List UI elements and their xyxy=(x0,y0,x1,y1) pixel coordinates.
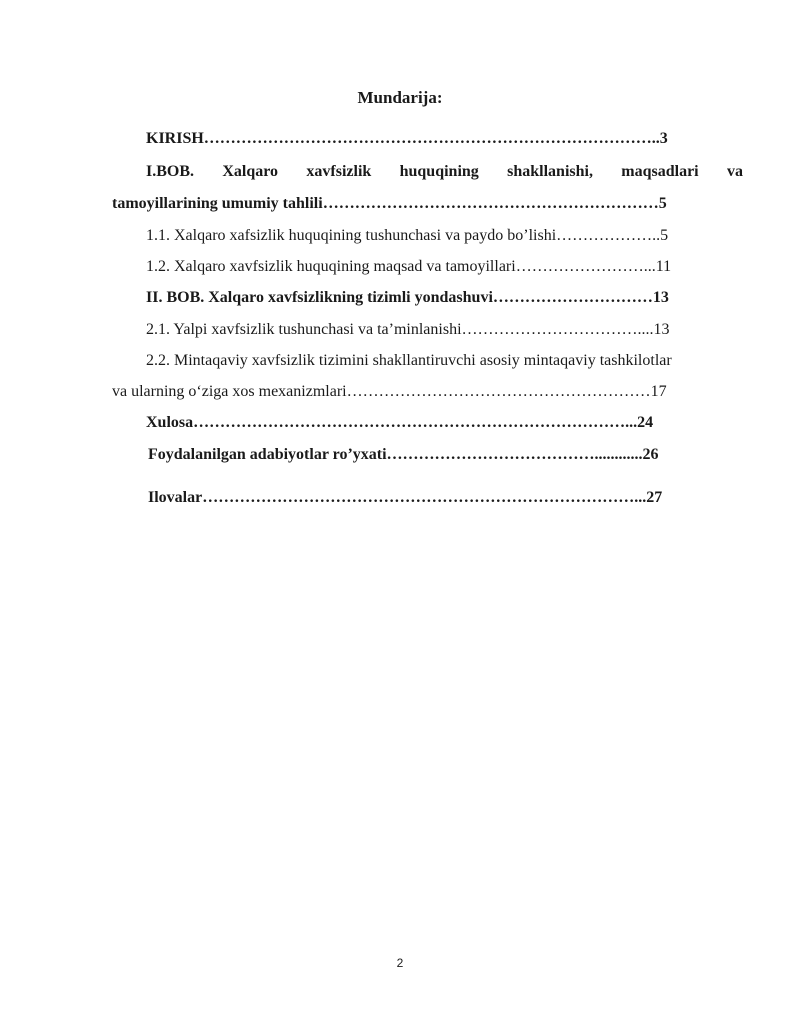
toc-entry-xulosa[interactable]: Xulosa………………………………………………………………………...24 xyxy=(146,414,654,431)
toc-word: va xyxy=(726,163,743,180)
toc-entry-2-2-line2[interactable]: va ularning o‘ziga xos mexanizmlari…………………………………………………17 xyxy=(112,383,667,400)
toc-entry-adabiyotlar[interactable]: Foydalanilgan adabiyotlar ro’yxati…………………………………............26 xyxy=(148,446,659,463)
toc-word: I.BOB. xyxy=(146,163,195,180)
toc-entry-1-1[interactable]: 1.1. Xalqaro xafsizlik huquqining tushunchasi va paydo bo’lishi………………..5 xyxy=(146,227,669,244)
toc-entry-bob2[interactable]: II. BOB. Xalqaro xavfsizlikning tizimli yondashuvi…………………………13 xyxy=(146,289,669,306)
toc-word: Xalqaro xyxy=(222,163,279,180)
toc-entry-2-1[interactable]: 2.1. Yalpi xavfsizlik tushunchasi va ta’minlanishi……………………………....13 xyxy=(146,321,670,338)
page-title: Mundarija: xyxy=(357,88,443,107)
toc-word: xavfsizlik xyxy=(306,163,372,180)
toc-entry-kirish[interactable]: KIRISH…………………………………………………………………………..3 xyxy=(146,130,668,147)
toc-entry-1-2[interactable]: 1.2. Xalqaro xavfsizlik huquqining maqsad va tamoyillari……………………...11 xyxy=(146,258,672,275)
toc-entry-ilovalar[interactable]: Ilovalar………………………………………………………………………...27 xyxy=(148,489,663,506)
toc-entry-bob1-line1[interactable] xyxy=(146,162,743,182)
toc-word: maqsadlari xyxy=(621,163,699,180)
toc-word: shakllanishi, xyxy=(507,163,593,180)
toc-entry-2-2-line1[interactable]: 2.2. Mintaqaviy xavfsizlik tizimini shakllantiruvchi asosiy mintaqaviy tashkilotlar xyxy=(146,352,672,369)
toc-word: huquqining xyxy=(399,163,479,180)
toc-entry-bob1-line2[interactable]: tamoyillarining umumiy tahlili………………………………………………………5 xyxy=(112,195,667,212)
page-number: 2 xyxy=(396,956,404,970)
